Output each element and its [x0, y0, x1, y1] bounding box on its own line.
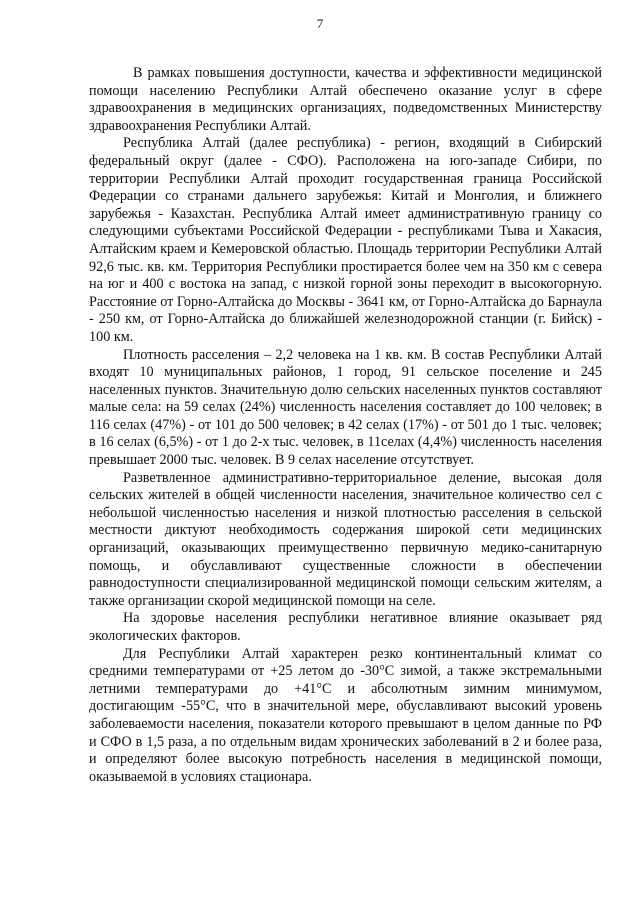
paragraph-climate: Для Республики Алтай характерен резко континентальный климат со средними температурами от +25 летом до -30°С зимой, а также экстремальными летними температурами до +41°С и абсолютным зимним минимумом, достигающим -55°С, что в значительной мере, обуславливают высокий уровень заболеваемости населения, показатели которого превышают в целом данные по РФ и СФО в 1,5 раза, а по отдельным видам хронических заболеваний в 2 и более раза, и определяют более высокую потребность населения в медицинской помощи, оказываемой в условиях стационара. [89, 645, 602, 785]
document-body [89, 65, 602, 786]
paragraph-population-density: Плотность расселения – 2,2 человека на 1 кв. км. В состав Республики Алтай входят 10 муниципальных районов, 1 город, 91 сельское поселение и 245 населенных пунктов. Значительную долю сельских населенных пунктов составляют малые села: на 59 селах (24%) численность населения составляет до 100 человек; в 116 селах (47%) - от 101 до 500 человек; в 42 селах (17%) - от 501 до 1 тыс. человек; в 16 селах (6,5%) - от 1 до 2-х тыс. человек, в 11селах (4,4%) численность населения превышает 2000 тыс. человек. В 9 селах население отсутствует. [89, 346, 602, 469]
paragraph-healthcare-services: В рамках повышения доступности, качества и эффективности медицинской помощи населению Республики Алтай обеспечено оказание услуг в сфере здравоохранения в медицинских организациях, подведомственных Министерству здравоохранения Республики Алтай. [89, 65, 602, 134]
page-number: 7 [316, 16, 324, 31]
paragraph-region-geography: Республика Алтай (далее республика) - регион, входящий в Сибирский федеральный округ (далее - СФО). Расположена на юго-западе Сибири, по территории Республики Алтай проходит государственная граница Российской Федерации со странами дальнего зарубежья: Китай и Монголия, и ближнего зарубежья - Казахстан. Республика Алтай имеет административную границу со следующими субъектами Российской Федерации - республиками Тыва и Хакасия, Алтайским краем и Кемеровской областью. Площадь территории Республики Алтай 92,6 тыс. кв. км. Территория Республики простирается более чем на 350 км с севера на юг и 400 с востока на запад, с низкой горной зоны переходит в высокогорную. Расстояние от Горно-Алтайска до Москвы - 3641 км, от Горно-Алтайска до Барнаула - 250 км, от Горно-Алтайска до ближайшей железнодорожной станции (г. Бийск) - 100 км. [89, 135, 602, 345]
paragraph-ecological-factors: На здоровье населения республики негативное влияние оказывает ряд экологических факторов. [89, 610, 602, 644]
paragraph-medical-network: Разветвленное административно-территориальное деление, высокая доля сельских жителей в общей численности населения, значительное количество сел с небольшой численностью населения и низкой плотностью расселения в сельской местности диктуют необходимость содержания широкой сети медицинских организаций, оказывающих преимущественно первичную медико-санитарную помощь, и обуславливают существенные сложности в обеспечении равнодоступности специализированной медицинской помощи сельским жителям, а также организации скорой медицинской помощи на селе. [89, 469, 602, 609]
